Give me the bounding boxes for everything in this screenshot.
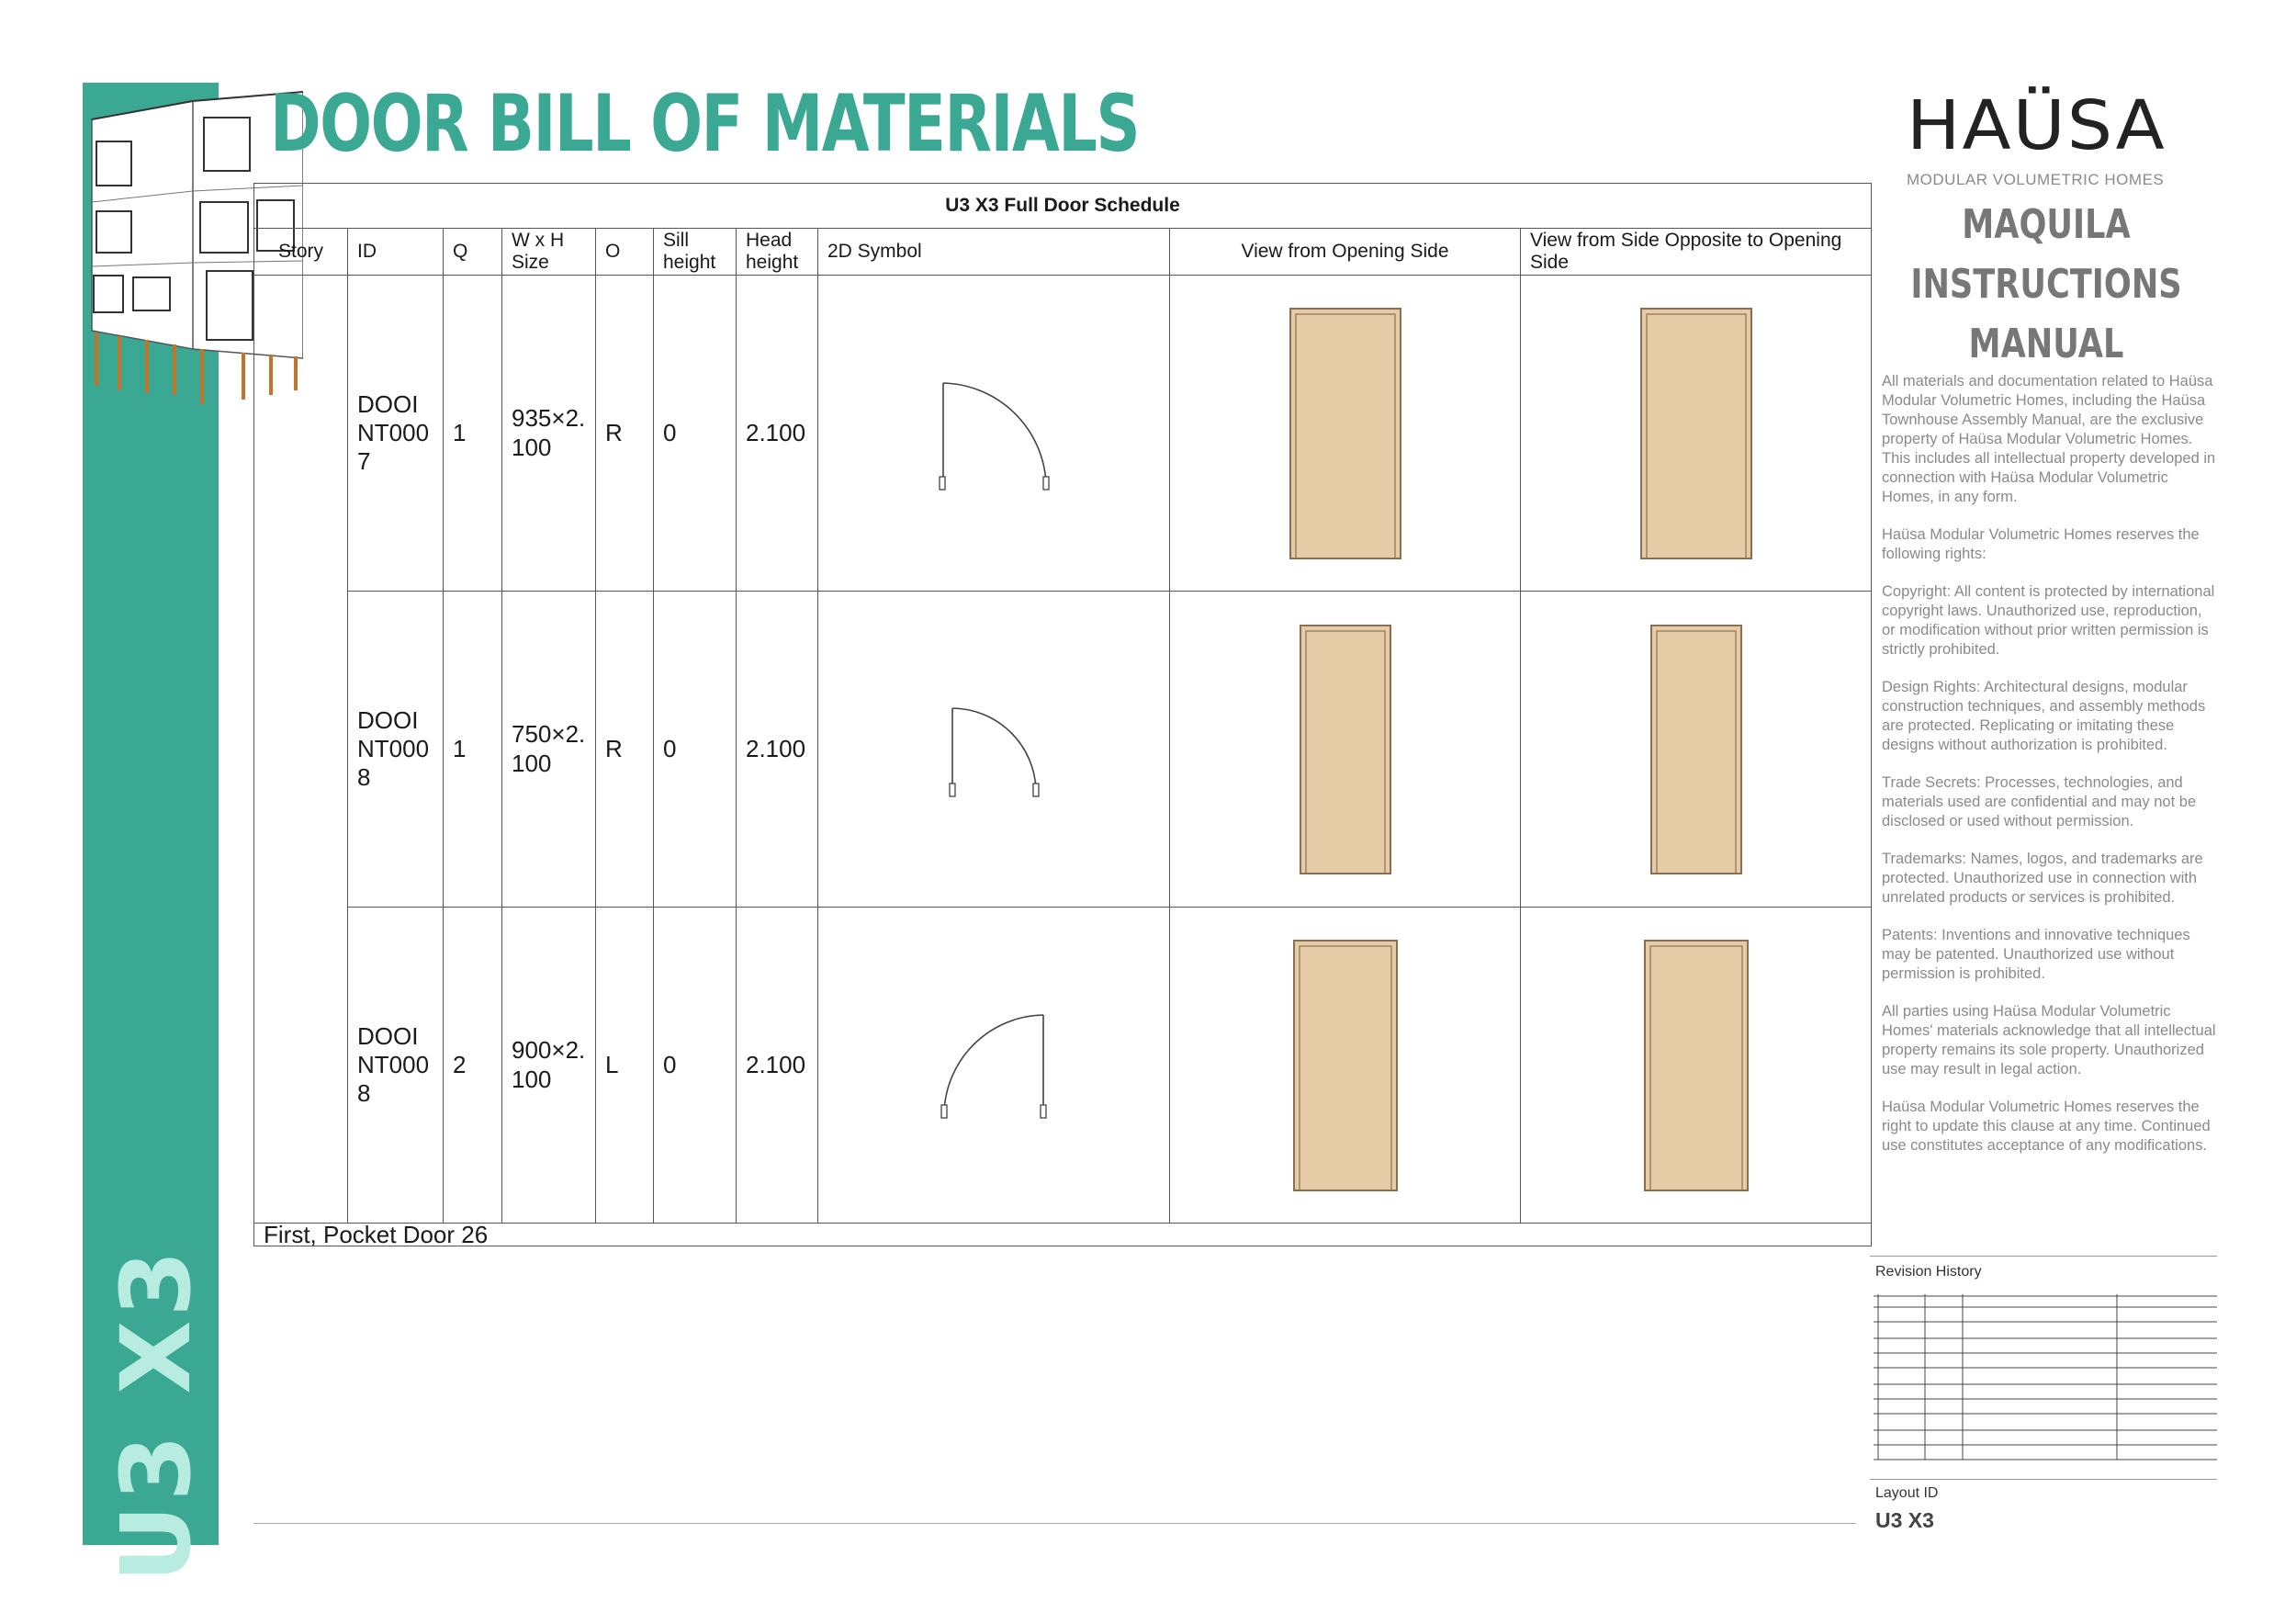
- door-view-opposite-side: [1521, 592, 1872, 908]
- door-head-height: 2.100: [737, 592, 818, 908]
- hausa-logo: [1907, 86, 2182, 189]
- legal-paragraph: All parties using Haüsa Modular Volumetric Homes' materials acknowledge that all intellectual property remains its sole property. Unauthorized use may result in legal action.: [1882, 1003, 2216, 1077]
- door-view-opening-side: [1170, 908, 1521, 1224]
- revision-history-grid: [1874, 1294, 2217, 1478]
- door-id: DOOINT0008: [348, 592, 444, 908]
- door-size: 935×2.100: [502, 276, 596, 592]
- layout-id-label: Layout ID: [1875, 1485, 1939, 1501]
- header-story: Story: [254, 229, 348, 276]
- schedule-footer: First, Pocket Door 26: [254, 1224, 1872, 1246]
- divider: [1870, 1256, 2217, 1257]
- legal-paragraph: Copyright: All content is protected by international copyright laws. Unauthorized use, reproduction, or modification without prior written permission is strictly prohibited.: [1882, 583, 2215, 658]
- door-view-opposite-side: [1521, 276, 1872, 592]
- door-quantity: 2: [444, 908, 502, 1224]
- door-size: 900×2.100: [502, 908, 596, 1224]
- door-2d-symbol: [818, 592, 1170, 908]
- header-row: [254, 229, 1872, 276]
- door-view-opposite-side: [1521, 908, 1872, 1224]
- door-opening: R: [596, 276, 654, 592]
- legal-paragraph: Haüsa Modular Volumetric Homes reserves the right to update this clause at any time. Continued use constitutes acceptance of any modifications.: [1882, 1099, 2211, 1154]
- door-2d-symbol: [818, 908, 1170, 1224]
- header-o: O: [596, 229, 654, 276]
- bottom-rule: [253, 1523, 1856, 1524]
- header-q: Q: [444, 229, 502, 276]
- legal-paragraph: Trade Secrets: Processes, technologies, and materials used are confidential and may not be disclosed or used without permission.: [1882, 774, 2197, 829]
- door-opening: L: [596, 908, 654, 1224]
- legal-notice: [1882, 372, 2216, 1174]
- door-quantity: 1: [444, 592, 502, 908]
- table-row: [254, 592, 1872, 908]
- door-id: DOOINT0007: [348, 276, 444, 592]
- legal-paragraph: Haüsa Modular Volumetric Homes reserves the following rights:: [1882, 526, 2200, 562]
- schedule-caption: U3 X3 Full Door Schedule: [254, 184, 1872, 229]
- legal-paragraph: All materials and documentation related to Haüsa Modular Volumetric Homes, including the Haüsa Townhouse Assembly Manual, are the exclusive property of Haüsa Modular Volumetric Homes. This includes all intellectual property developed in connection with Haüsa Modular Volumetric Homes, in any form.: [1882, 373, 2216, 505]
- manual-title: MAQUILA INSTRUCTIONS MANUAL: [1910, 201, 2182, 367]
- layout-id-value: U3 X3: [1875, 1508, 1934, 1532]
- legal-paragraph: Patents: Inventions and innovative techniques may be patented. Unauthorized use without permission is prohibited.: [1882, 927, 2190, 982]
- door-quantity: 1: [444, 276, 502, 592]
- door-view-opening-side: [1170, 276, 1521, 592]
- door-sill-height: 0: [654, 276, 737, 592]
- door-view-opening-side: [1170, 592, 1521, 908]
- door-size: 750×2.100: [502, 592, 596, 908]
- story-cell: [254, 276, 348, 1224]
- revision-history-label: Revision History: [1875, 1264, 1982, 1280]
- logo-wordmark: HAÜSA: [1907, 86, 2167, 165]
- door-2d-symbol: [818, 276, 1170, 592]
- door-head-height: 2.100: [737, 908, 818, 1224]
- table-row: [254, 276, 1872, 592]
- header-id: ID: [348, 229, 444, 276]
- header-head: Head height: [737, 229, 818, 276]
- door-head-height: 2.100: [737, 276, 818, 592]
- door-sill-height: 0: [654, 908, 737, 1224]
- legal-paragraph: Design Rights: Architectural designs, modular construction techniques, and assembly methods are protected. Replicating or imitating these designs without authorization is prohibited.: [1882, 679, 2206, 753]
- table-row: [254, 908, 1872, 1224]
- divider: [1870, 1479, 2217, 1480]
- legal-paragraph: Trademarks: Names, logos, and trademarks are protected. Unauthorized use in connection with unrelated products or services is prohibited.: [1882, 851, 2203, 906]
- header-view-opposite: View from Side Opposite to Opening Side: [1521, 229, 1872, 276]
- door-opening: R: [596, 592, 654, 908]
- header-view-opening: View from Opening Side: [1170, 229, 1521, 276]
- side-layout-label: U3 X3: [100, 1246, 212, 1583]
- header-symbol: 2D Symbol: [818, 229, 1170, 276]
- door-id: DOOINT0008: [348, 908, 444, 1224]
- page-title: DOOR BILL OF MATERIALS: [270, 78, 1140, 170]
- door-schedule-table: [253, 183, 1872, 1246]
- logo-tagline: MODULAR VOLUMETRIC HOMES: [1907, 171, 2165, 188]
- door-sill-height: 0: [654, 592, 737, 908]
- header-size: W x H Size: [502, 229, 596, 276]
- header-sill: Sill height: [654, 229, 737, 276]
